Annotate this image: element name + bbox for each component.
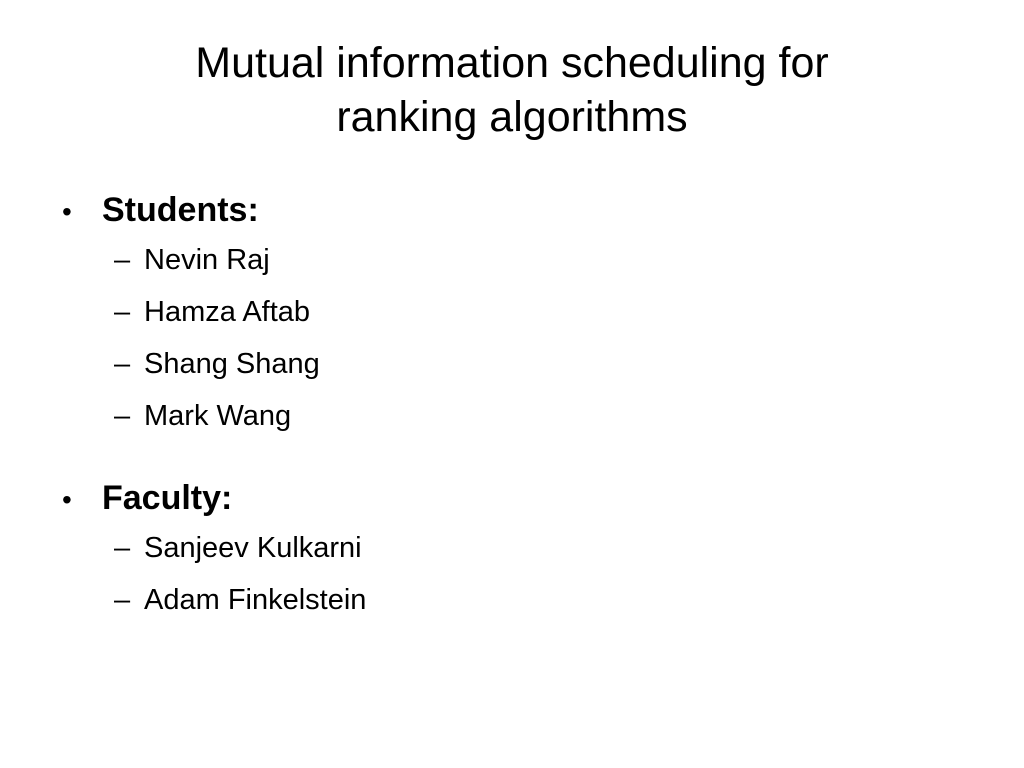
- student-name: Mark Wang: [144, 400, 292, 432]
- title-line: Mutual information scheduling for: [195, 39, 829, 87]
- bullet-icon: •: [62, 196, 72, 227]
- faculty-section: [60, 474, 964, 626]
- students-section: [60, 186, 964, 442]
- student-name: Hamza Aftab: [144, 296, 311, 328]
- bullet-icon: •: [62, 484, 72, 515]
- dash-icon: –: [114, 348, 131, 380]
- title-line: ranking algorithms: [336, 93, 688, 141]
- dash-icon: –: [114, 532, 131, 564]
- dash-icon: –: [114, 296, 131, 328]
- faculty-list: [60, 522, 964, 626]
- faculty-name: Adam Finkelstein: [144, 584, 367, 616]
- student-name: Nevin Raj: [144, 244, 270, 276]
- students-heading: [60, 186, 964, 234]
- list-item: [60, 234, 964, 286]
- students-label: Students:: [102, 191, 259, 229]
- faculty-label: Faculty:: [102, 479, 233, 517]
- list-item: [60, 390, 964, 442]
- list-item: [60, 574, 964, 626]
- faculty-name: Sanjeev Kulkarni: [144, 532, 362, 564]
- list-item: [60, 338, 964, 390]
- dash-icon: –: [114, 584, 131, 616]
- students-list: [60, 234, 964, 442]
- student-name: Shang Shang: [144, 348, 320, 380]
- slide-title: [60, 36, 964, 144]
- faculty-heading: [60, 474, 964, 522]
- dash-icon: –: [114, 400, 131, 432]
- dash-icon: –: [114, 244, 131, 276]
- list-item: [60, 286, 964, 338]
- list-item: [60, 522, 964, 574]
- slide-body: [60, 186, 964, 658]
